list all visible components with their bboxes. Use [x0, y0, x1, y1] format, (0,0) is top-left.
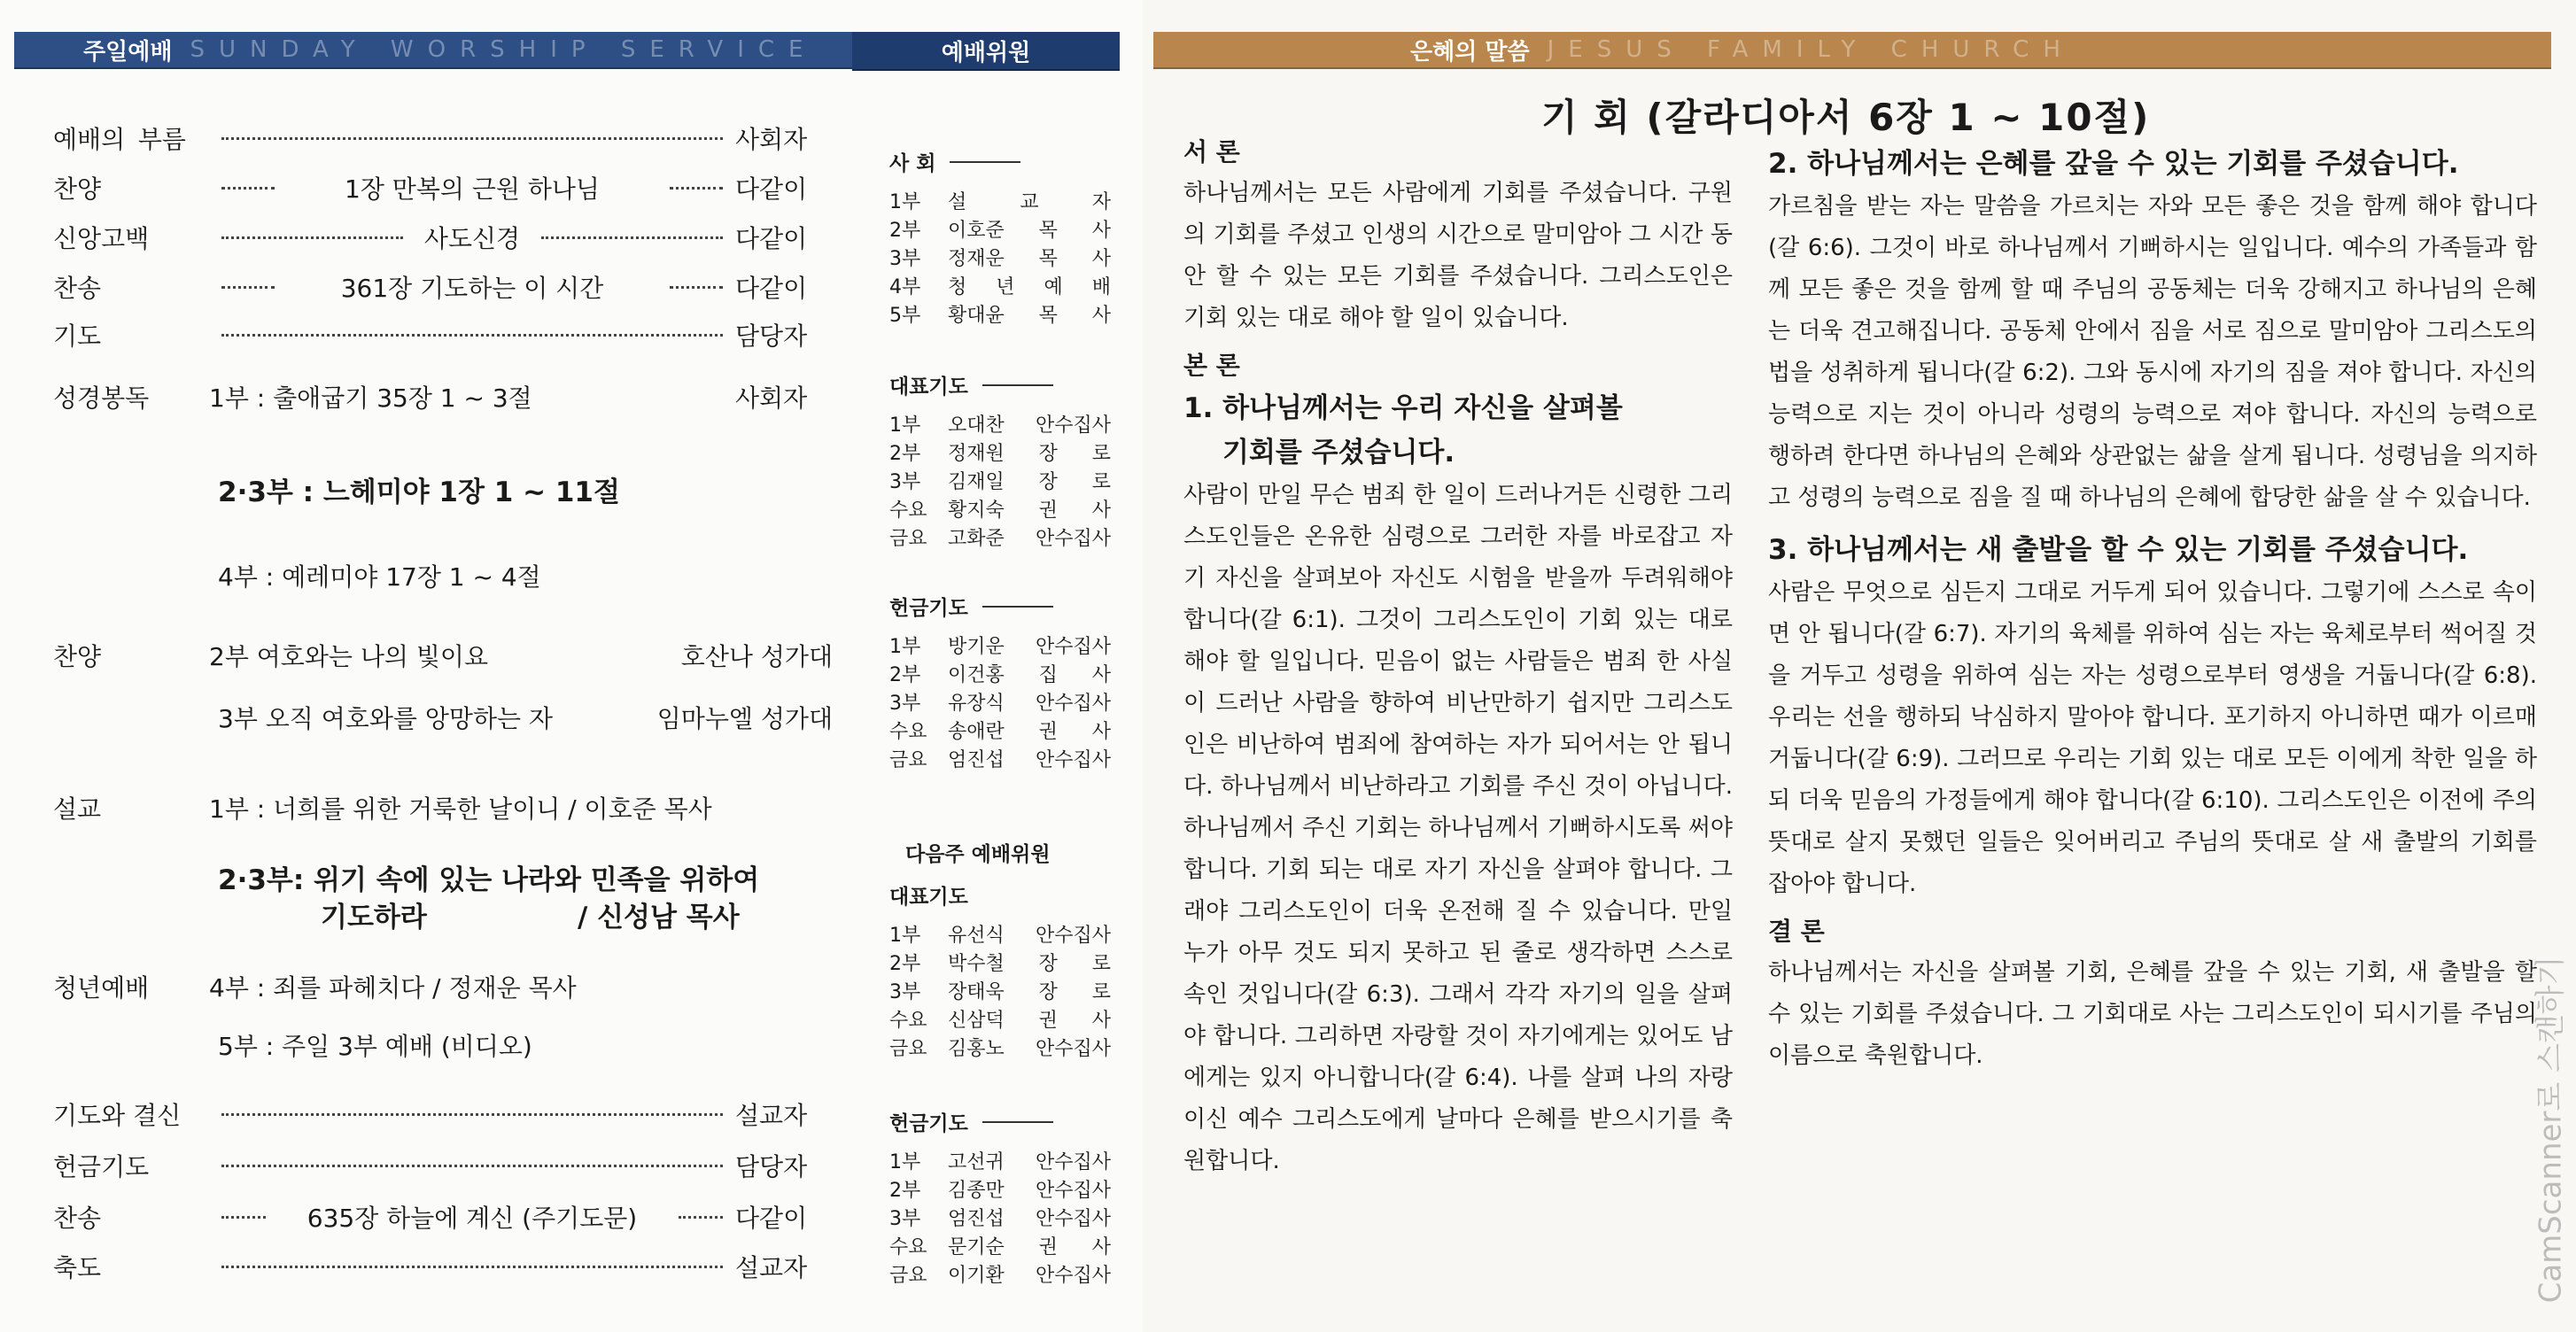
staff-row-service: 금요 — [889, 1265, 927, 1287]
staff-row-service: 1부 — [889, 191, 921, 213]
staff-row-service: 2부 — [889, 220, 921, 242]
staff-offer: 헌금기도 1부 방기운 안수집사 2부 이건홍 집 사 3부 유장식 안수집사 수요 송애란 권 사 금요 엄진섭 안수집사 — [889, 597, 1111, 771]
order-hymn1: 찬양 1장 만복의 근원 하나님 다같이 — [53, 174, 808, 204]
order-commit: 기도와 결신 설교자 — [53, 1101, 808, 1130]
staff-row — [889, 949, 1111, 977]
scripture-line2: 2·3부 : 느헤미야 1장 1 ~ 11절 — [218, 476, 620, 508]
staff-row — [889, 467, 1111, 495]
staff-row — [889, 977, 1111, 1005]
staff-row-service: 1부 — [889, 636, 921, 658]
staff-row — [889, 716, 1111, 745]
order-bless: 축도 설교자 — [53, 1253, 808, 1282]
staff-row-service: 수요 — [889, 500, 927, 522]
order-prayer: 기도 담당자 — [53, 321, 808, 351]
conclusion-text: 하나님께서는 자신을 살펴볼 기회, 은혜를 갚을 수 있는 기회, 새 출발을 할 수 있는 기회를 주셨습니다. 그 기회대로 사는 그리스도인이 되시기를 주님의 이름으로 축원합니다. — [1768, 959, 2537, 1069]
youth-line2: 5부 : 주일 3부 예배 (비디오) — [218, 1032, 532, 1061]
word-header — [1153, 32, 2551, 69]
staff-header — [852, 32, 1120, 71]
conclusion-heading: 결 론 — [1768, 917, 1825, 946]
staff-label: 예배위원 — [941, 39, 1031, 66]
staff-row — [889, 1175, 1111, 1204]
staff-row-service: 금요 — [889, 1038, 927, 1060]
staff-row-service: 2부 — [889, 953, 921, 975]
anthem-line2: 3부 오직 여호와를 앙망하는 자 임마누엘 성가대 — [218, 704, 833, 733]
staff-row — [889, 438, 1111, 467]
point1-heading-a: 1. 하나님께서는 우리 자신을 살펴볼 — [1183, 392, 1623, 424]
staff-row-person: 박수철 장 로 — [948, 953, 1111, 975]
order-hymn2: 찬송 361장 기도하는 이 시간 다같이 — [53, 274, 808, 303]
staff-row-person: 유장식 안수집사 — [948, 693, 1111, 715]
staff-row-person: 고선귀 안수집사 — [948, 1151, 1111, 1173]
scripture-line3: 4부 : 예레미야 17장 1 ~ 4절 — [218, 562, 541, 592]
staff-row — [889, 244, 1111, 272]
staff-row-person: 유선식 안수집사 — [948, 925, 1111, 947]
staff-row-person: 신삼덕 권 사 — [948, 1010, 1111, 1032]
word-en-label: JESUS FAMILY CHURCH — [1547, 36, 2075, 63]
staff-row — [889, 495, 1111, 523]
staff-row-person: 김홍노 안수집사 — [948, 1038, 1111, 1060]
order-creed: 신앙고백 사도신경 다같이 — [53, 224, 808, 253]
worship-panel — [0, 0, 1143, 1332]
point2-heading: 2. 하나님께서는 은혜를 갚을 수 있는 기회를 주셨습니다. — [1768, 148, 2459, 180]
worship-header — [14, 32, 852, 69]
staff-row-service: 1부 — [889, 925, 921, 947]
staff-row-service: 금요 — [889, 528, 927, 550]
staff-row-service: 수요 — [889, 721, 927, 743]
staff-row-person: 이건홍 집 사 — [948, 664, 1111, 686]
staff-row-service: 금요 — [889, 749, 927, 771]
staff-row-person: 고화준 안수집사 — [948, 528, 1111, 550]
staff-row-service: 1부 — [889, 1151, 921, 1173]
point3-heading: 3. 하나님께서는 새 출발을 할 수 있는 기회를 주셨습니다. — [1768, 534, 2469, 566]
staff-row-service: 3부 — [889, 248, 921, 270]
staff-row-service: 4부 — [889, 276, 921, 298]
staff-row — [889, 300, 1111, 329]
staff-row-service: 3부 — [889, 471, 921, 493]
staff-row-service: 수요 — [889, 1010, 927, 1032]
staff-row-person: 정재원 장 로 — [948, 443, 1111, 465]
order-scripture: 성경봉독 1부 : 출애굽기 35장 1 ~ 3절 사회자 — [53, 383, 808, 413]
staff-host: 사 회 1부 설 교 자 2부 이호준 목 사 3부 정재운 목 사 4부 청 년 예 배 5부 황대윤 목 사 — [889, 152, 1111, 327]
scanner-watermark: CamScanner로 스캔하기 — [2533, 956, 2569, 1303]
intro-heading: 서 론 — [1183, 137, 1240, 166]
staff-row-person: 청 년 예 배 — [948, 276, 1111, 298]
staff-row-service: 5부 — [889, 305, 921, 327]
sermon-title: 기 회 (갈라디아서 6장 1 ~ 10절) — [1541, 96, 2151, 139]
staff-row-person: 김재일 장 로 — [948, 471, 1111, 493]
sermon-line2c: / 신성남 목사 — [578, 902, 740, 933]
staff-row — [889, 187, 1111, 215]
staff-row — [889, 410, 1111, 438]
staff-row-person: 오대찬 안수집사 — [948, 414, 1111, 437]
staff-row — [889, 272, 1111, 300]
order-call: 예배의 부름 사회자 — [53, 125, 808, 154]
order-offering: 헌금기도 담당자 — [53, 1152, 808, 1181]
staff-row — [889, 1204, 1111, 1232]
staff-row — [889, 920, 1111, 949]
intro-text: 하나님께서는 모든 사람에게 기회를 주셨습니다. 구원의 기회를 주셨고 인생의 시간으로 말미암아 그 시간 동안 할 수 있는 모든 기회를 주셨습니다. 그리스도인은 기회 있는 대로 해야 할 일이 있습니다. — [1183, 180, 1733, 331]
staff-rep: 대표기도 1부 오대찬 안수집사 2부 정재원 장 로 3부 김재일 장 로 수요 황지숙 권 사 금요 고화준 안수집사 — [889, 376, 1111, 550]
staff-row — [889, 215, 1111, 244]
order-hymn3: 찬송 635장 하늘에 계신 (주기도문) 다같이 — [53, 1204, 808, 1233]
staff-row — [889, 1005, 1111, 1034]
word-label: 은혜의 말씀 — [1410, 38, 1530, 66]
staff-row — [889, 1232, 1111, 1260]
staff-row-service: 3부 — [889, 693, 921, 715]
point3-text: 사람은 무엇으로 심든지 그대로 거두게 되어 있습니다. 그렇기에 스스로 속이면 안 됩니다(갈 6:7). 자기의 육체를 위하여 심는 자는 육체로부터 썩어질 것을 거두고 성령을 위하여 심는 자는 성령으로부터 영생을 거둡니다(갈 6:8). 우리는 선을 행하되 낙심하지 말아야 합니다. 포기하지 아니하면 때가 이르매 거둡니다(갈 6:9). 그러므로 우리는 기회 있는 대로 모든 이에게 착한 일을 하되 더욱 믿음의 가정들에게 해야 합니다(갈 6:10). 그리스도인은 이전에 주의 뜻대로 살지 못했던 일들은 잊어버리고 주님의 뜻대로 살 새 출발의 기회를 잡아야 합니다. — [1768, 579, 2537, 897]
worship-label: 주일예배 — [83, 38, 173, 66]
staff-row-person: 장태욱 장 로 — [948, 981, 1111, 1003]
staff-row — [889, 745, 1111, 773]
body-heading: 본 론 — [1183, 351, 1240, 380]
staff-row-person: 김종만 안수집사 — [948, 1180, 1111, 1202]
point2-text: 가르침을 받는 자는 말씀을 가르치는 자와 모든 좋은 것을 함께 해야 합니다(갈 6:6). 그것이 바로 하나님께서 기뻐하시는 일입니다. 예수의 가족들과 함께 모든 좋은 것을 함께 할 때 주님의 공동체는 더욱 강해지고 하나님의 은혜는 더욱 견고해집니다. 공동체 안에서 짐을 서로 짐으로 말미암아 그리스도의 법을 성취하게 됩니다(갈 6:2). 그와 동시에 자기의 짐을 져야 합니다. 자신의 능력으로 지는 것이 아니라 성령의 능력으로 져야 합니다. 자신의 능력으로 행하려 한다면 하나님의 은혜와 상관없는 삶을 살게 됩니다. 성령님을 의지하고 성령의 능력으로 짐을 질 때 하나님의 은혜에 합당한 삶을 살 수 있습니다. — [1768, 193, 2537, 511]
staff-row — [889, 688, 1111, 716]
staff-row — [889, 660, 1111, 688]
staff-row-service: 수요 — [889, 1236, 927, 1258]
order-sermon: 설교 1부 : 너희를 위한 거룩한 날이니 / 이호준 목사 — [53, 794, 712, 824]
point1-heading-b: 기회를 주셨습니다. — [1222, 437, 1455, 469]
sermon-line2a: 2·3부: 위기 속에 있는 나라와 민족을 위하여 — [218, 864, 760, 896]
staff-row-person: 이호준 목 사 — [948, 220, 1111, 242]
staff-row-person: 황대윤 목 사 — [948, 305, 1111, 327]
staff-row-service: 3부 — [889, 981, 921, 1003]
staff-row-person: 설 교 자 — [948, 191, 1111, 213]
staff-row-person: 방기운 안수집사 — [948, 636, 1111, 658]
staff-row-service: 3부 — [889, 1208, 921, 1230]
staff-row-person: 엄진섭 안수집사 — [948, 1208, 1111, 1230]
staff-row — [889, 523, 1111, 552]
order-youth: 청년예배 4부 : 죄를 파헤치다 / 정재운 목사 — [53, 973, 577, 1003]
staff-row-person: 황지숙 권 사 — [948, 500, 1111, 522]
staff-row-person: 송애란 권 사 — [948, 721, 1111, 743]
staff-row — [889, 1260, 1111, 1289]
staff-row-service: 2부 — [889, 664, 921, 686]
staff-row-person: 이기환 안수집사 — [948, 1265, 1111, 1287]
staff-next-title: 다음주 예배위원 — [905, 843, 1051, 866]
staff-row — [889, 1147, 1111, 1175]
staff-next-rep: 대표기도 1부 유선식 안수집사 2부 박수철 장 로 3부 장태욱 장 로 수요 신삼덕 권 사 금요 김홍노 안수집사 — [889, 886, 1111, 1060]
staff-row-person: 정재운 목 사 — [948, 248, 1111, 270]
worship-en-label: SUNDAY WORSHIP SERVICE — [190, 36, 818, 63]
staff-row-service: 1부 — [889, 414, 921, 437]
sermon-col-right — [1768, 142, 2537, 1077]
order-anthem: 찬양 2부 여호와는 나의 빛이요 호산나 성가대 — [53, 642, 833, 671]
staff-row — [889, 631, 1111, 660]
staff-row-person: 엄진섭 안수집사 — [948, 749, 1111, 771]
staff-row-person: 문기순 권 사 — [948, 1236, 1111, 1258]
point1-text: 사람이 만일 무슨 범죄 한 일이 드러나거든 신령한 그리스도인들은 온유한 심령으로 그러한 자를 바로잡고 자기 자신을 살펴보아 자신도 시험을 받을까 두려워해야 합니다(갈 6:1). 그것이 그리스도인이 기회 있는 대로 해야 할 일입니다. 믿음이 없는 사람들은 범죄 한 사실이 드러난 사람을 향하여 비난만하기 쉽지만 그리스도인은 비난하여 범죄에 참여하는 자가 되어서는 안 됩니다. 하나님께서 비난하라고 기회를 주신 것이 아닙니다. 하나님께서 주신 기회는 하나님께서 기뻐하시도록 써야 합니다. 기회 되는 대로 자기 자신을 살펴야 합니다. 그래야 그리스도인이 더욱 온전해 질 수 있습니다. 만일 누가 아무 것도 되지 못하고 된 줄로 생각하면 스스로 속인 것입니다(갈 6:3). 그래서 각각 자기의 일을 살펴야 합니다. 그리하면 자랑할 것이 자기에게는 있어도 남에게는 있지 아니합니다(갈 6:4). 나를 살펴 나의 자랑이신 예수 그리스도에게 날마다 은혜를 받으시기를 축원합니다. — [1183, 482, 1733, 1174]
sermon-line2b: 기도하라 — [321, 902, 427, 933]
staff-row — [889, 1034, 1111, 1062]
sermon-col-left — [1183, 131, 1733, 1182]
staff-row-service: 2부 — [889, 443, 921, 465]
staff-next-offer: 헌금기도 1부 고선귀 안수집사 2부 김종만 안수집사 3부 엄진섭 안수집사 수요 문기순 권 사 금요 이기환 안수집사 — [889, 1112, 1111, 1287]
staff-row-service: 2부 — [889, 1180, 921, 1202]
